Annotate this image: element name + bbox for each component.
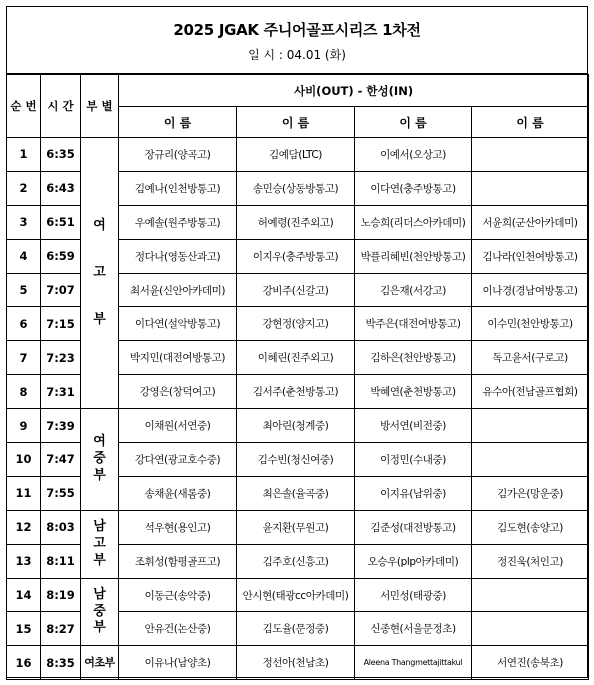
time-cell: 8:27 xyxy=(41,612,81,646)
player-name-cell: 안유건(논산중) xyxy=(119,612,237,646)
order-cell: 2 xyxy=(7,171,41,205)
division-char: 여 xyxy=(93,217,106,233)
division-cell xyxy=(81,510,119,578)
player-name-cell: 서민성(태광중) xyxy=(355,578,472,612)
time-cell: 7:23 xyxy=(41,341,81,375)
time-cell: 6:43 xyxy=(41,171,81,205)
order-cell: 11 xyxy=(7,476,41,510)
player-name-cell: 이나경(경남여방통고) xyxy=(472,273,589,307)
division-char: 부 xyxy=(93,467,106,483)
order-cell: 4 xyxy=(7,239,41,273)
order-cell: 5 xyxy=(7,273,41,307)
player-name-cell: 김수빈(청신여중) xyxy=(237,443,355,477)
event-date: 일 시 : 04.01 (화) xyxy=(248,48,346,62)
division-cell xyxy=(81,409,119,511)
division-char: 부 xyxy=(93,311,106,327)
player-name-cell: 정다나(영동산과고) xyxy=(119,239,237,273)
player-name-cell: 이유나(남양초) xyxy=(119,646,237,680)
time-cell: 7:39 xyxy=(41,409,81,443)
col-header-order: 순 번 xyxy=(7,75,41,138)
player-name-cell: 이예서(오상고) xyxy=(355,138,472,172)
player-name-cell: 유수아(전남골프협회) xyxy=(472,375,589,409)
player-name-cell: 최서윤(신안아카데미) xyxy=(119,273,237,307)
table-row xyxy=(7,510,589,544)
table-row xyxy=(7,409,589,443)
player-name-cell: 김은재(서강고) xyxy=(355,273,472,307)
player-name-cell: 박혜연(춘천방통고) xyxy=(355,375,472,409)
player-name-cell: 박지민(대전여방통고) xyxy=(119,341,237,375)
col-header-time: 시 간 xyxy=(41,75,81,138)
time-cell: 6:59 xyxy=(41,239,81,273)
table-row xyxy=(7,578,589,612)
division-char: 부 xyxy=(93,552,106,568)
player-name-cell xyxy=(472,612,589,646)
player-name-cell: 우예솔(원주방통고) xyxy=(119,205,237,239)
player-name-cell: 김도율(문정중) xyxy=(237,612,355,646)
player-name-cell xyxy=(472,171,589,205)
title-block xyxy=(7,7,587,74)
time-cell: 7:55 xyxy=(41,476,81,510)
time-cell: 6:51 xyxy=(41,205,81,239)
player-name-cell: 김예나(인천방통고) xyxy=(119,171,237,205)
time-cell: 8:19 xyxy=(41,578,81,612)
order-cell: 6 xyxy=(7,307,41,341)
division-cell xyxy=(81,578,119,646)
player-name-cell: 최은솔(율곡중) xyxy=(237,476,355,510)
player-name-cell xyxy=(472,138,589,172)
order-cell: 16 xyxy=(7,646,41,680)
player-name-cell: 강현정(양지고) xyxy=(237,307,355,341)
player-name-cell: 이다연(충주방통고) xyxy=(355,171,472,205)
order-cell: 10 xyxy=(7,443,41,477)
order-cell: 9 xyxy=(7,409,41,443)
player-name-cell: 김가은(망운중) xyxy=(472,476,589,510)
player-name-cell xyxy=(472,443,589,477)
player-name-cell: 송채윤(새롬중) xyxy=(119,476,237,510)
time-cell: 7:47 xyxy=(41,443,81,477)
player-name-cell: 정선아(천남초) xyxy=(237,646,355,680)
player-name-cell: 김나라(인천여방통고) xyxy=(472,239,589,273)
player-name-cell: 서연진(송북초) xyxy=(472,646,589,680)
player-name-cell: 정진욱(처인고) xyxy=(472,544,589,578)
player-name-cell: 강다연(광교호수중) xyxy=(119,443,237,477)
tee-time-table xyxy=(6,74,589,680)
player-name-cell: 오승우(plp아카데미) xyxy=(355,544,472,578)
time-cell: 6:35 xyxy=(41,138,81,172)
division-char: 남 xyxy=(93,518,106,534)
order-cell: 14 xyxy=(7,578,41,612)
division-char: 고 xyxy=(93,264,106,280)
player-name-cell: 강영은(창덕여고) xyxy=(119,375,237,409)
player-name-cell: 신종현(서울문정초) xyxy=(355,612,472,646)
order-cell: 12 xyxy=(7,510,41,544)
player-name-cell: 송민승(상동방통고) xyxy=(237,171,355,205)
player-name-cell xyxy=(472,409,589,443)
player-name-cell: 김도현(송양고) xyxy=(472,510,589,544)
division-char: 부 xyxy=(93,620,106,636)
player-name-cell: 이동근(송악중) xyxy=(119,578,237,612)
col-header-name: 이 름 xyxy=(355,107,472,138)
player-name-cell: 이지우(충주방통고) xyxy=(237,239,355,273)
page-title: 2025 JGAK 주니어골프시리즈 1차전 xyxy=(173,21,421,39)
player-name-cell: 김예담(LTC) xyxy=(237,138,355,172)
player-name-cell: Aleena Thangmettajittakul xyxy=(355,646,472,680)
player-name-cell: 박플리혜빈(천안방통고) xyxy=(355,239,472,273)
division-char: 중 xyxy=(93,603,106,619)
player-name-cell: 이채원(서연중) xyxy=(119,409,237,443)
player-name-cell: 방서연(비전중) xyxy=(355,409,472,443)
player-name-cell: 이지유(남위중) xyxy=(355,476,472,510)
time-cell: 7:31 xyxy=(41,375,81,409)
division-char: 남 xyxy=(93,586,106,602)
order-cell: 3 xyxy=(7,205,41,239)
player-name-cell: 이다연(설악방통고) xyxy=(119,307,237,341)
player-name-cell: 서윤희(군산아카데미) xyxy=(472,205,589,239)
player-name-cell: 안시현(태광cc아카데미) xyxy=(237,578,355,612)
division-char: 중 xyxy=(93,451,106,467)
player-name-cell: 김주호(신흥고) xyxy=(237,544,355,578)
division-cell xyxy=(81,138,119,409)
player-name-cell: 장규리(양곡고) xyxy=(119,138,237,172)
table-row xyxy=(7,646,589,680)
time-cell: 7:07 xyxy=(41,273,81,307)
col-header-name: 이 름 xyxy=(237,107,355,138)
player-name-cell: 허예령(진주외고) xyxy=(237,205,355,239)
table-row xyxy=(7,138,589,172)
player-name-cell: 김서주(춘천방통고) xyxy=(237,375,355,409)
col-header-division: 부 별 xyxy=(81,75,119,138)
player-name-cell: 김준성(대전방통고) xyxy=(355,510,472,544)
player-name-cell: 김하은(천안방통고) xyxy=(355,341,472,375)
course-header: 사비(OUT) - 한성(IN) xyxy=(119,75,589,107)
player-name-cell: 이혜린(진주외고) xyxy=(237,341,355,375)
player-name-cell: 윤지환(무원고) xyxy=(237,510,355,544)
col-header-name: 이 름 xyxy=(119,107,237,138)
player-name-cell: 석우현(용인고) xyxy=(119,510,237,544)
player-name-cell: 최아린(청계중) xyxy=(237,409,355,443)
col-header-name: 이 름 xyxy=(472,107,589,138)
player-name-cell: 박주은(대전여방통고) xyxy=(355,307,472,341)
player-name-cell: 이수민(천안방통고) xyxy=(472,307,589,341)
player-name-cell: 이정민(수내중) xyxy=(355,443,472,477)
time-cell: 8:35 xyxy=(41,646,81,680)
player-name-cell: 독고윤서(구로고) xyxy=(472,341,589,375)
player-name-cell xyxy=(472,578,589,612)
player-name-cell: 노승희(리더스아카데미) xyxy=(355,205,472,239)
division-char: 고 xyxy=(93,535,106,551)
order-cell: 7 xyxy=(7,341,41,375)
division-cell: 여초부 xyxy=(81,646,119,680)
division-char: 여 xyxy=(93,434,106,450)
time-cell: 8:03 xyxy=(41,510,81,544)
player-name-cell: 강비주(신갈고) xyxy=(237,273,355,307)
order-cell: 13 xyxy=(7,544,41,578)
player-name-cell: 조휘성(함평골프고) xyxy=(119,544,237,578)
schedule-sheet xyxy=(6,6,588,678)
order-cell: 8 xyxy=(7,375,41,409)
time-cell: 7:15 xyxy=(41,307,81,341)
time-cell: 8:11 xyxy=(41,544,81,578)
order-cell: 15 xyxy=(7,612,41,646)
order-cell: 1 xyxy=(7,138,41,172)
